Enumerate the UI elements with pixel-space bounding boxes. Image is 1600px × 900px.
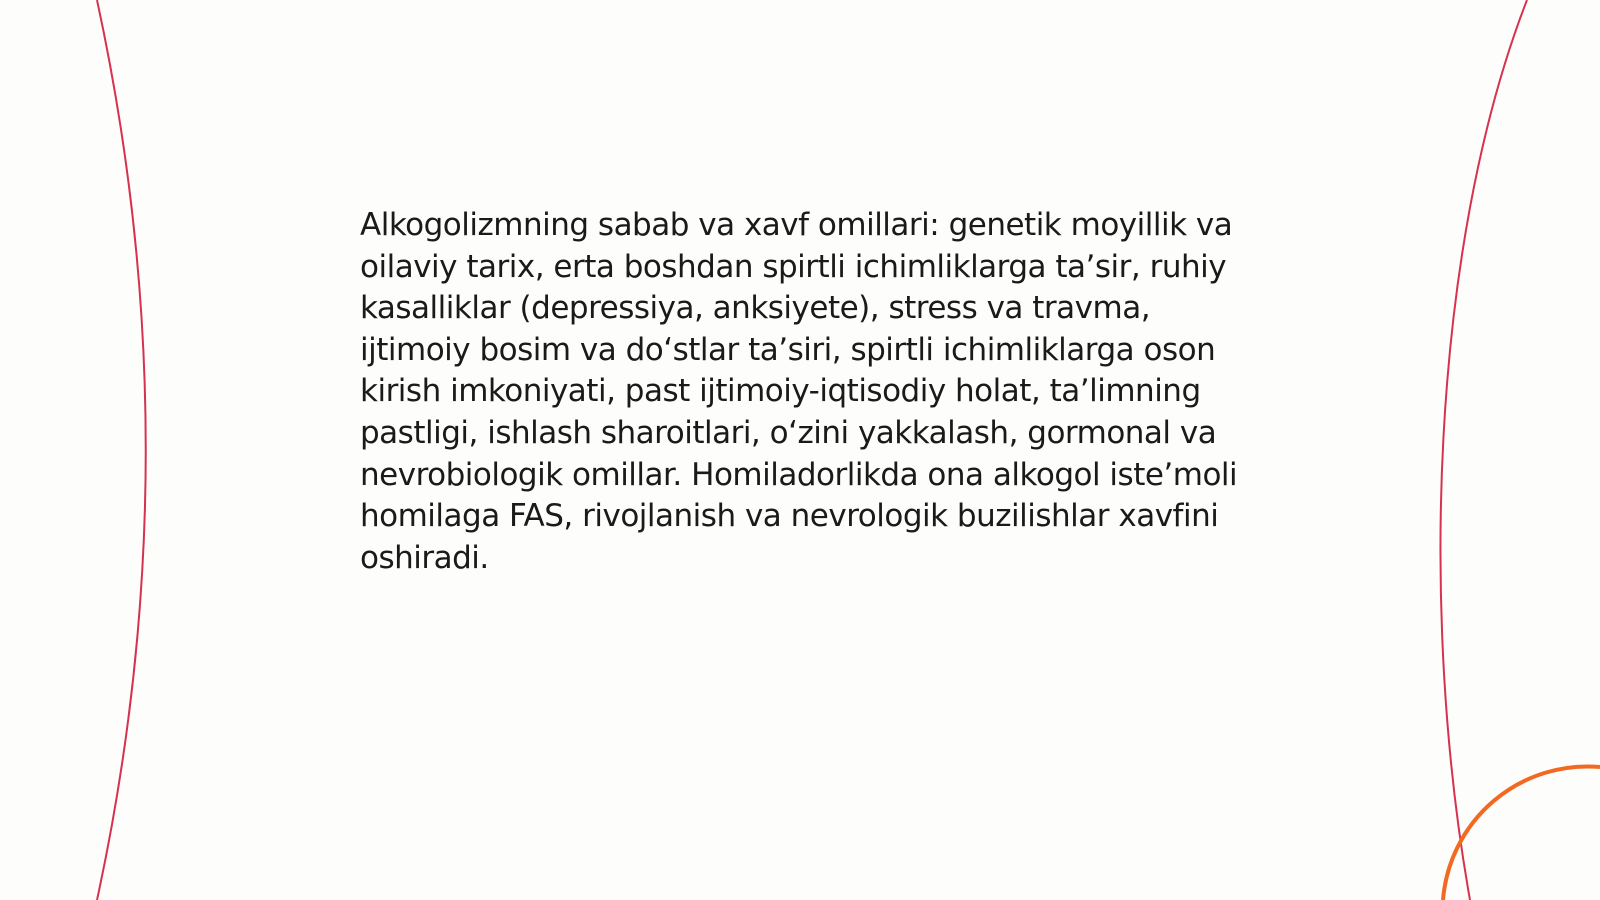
slide-body-text: Alkogolizmning sabab va xavf omillari: genetik moyillik va oilaviy tarix, erta boshdan spirtli ichimliklarga ta’sir, ruhiy kasalliklar (depressiya, anksiyete), stress va travma, ijtimoiy bosim va do‘stlar ta’siri, spirtli ichimliklarga oson kirish imkoniyati, past ijtimoiy-iqtisodiy holat, ta’limning pastligi, ishlash sharoitlari, o‘zini yakkalash, gormonal va nevrobiologik omillar. Homiladorlikda ona alkogol iste’moli homilaga FAS, rivojlanish va nevrologik buzilishlar xavfini oshiradi.: [360, 207, 1238, 576]
left-arc-line: [97, 0, 146, 900]
right-arc-line: [1440, 0, 1527, 900]
